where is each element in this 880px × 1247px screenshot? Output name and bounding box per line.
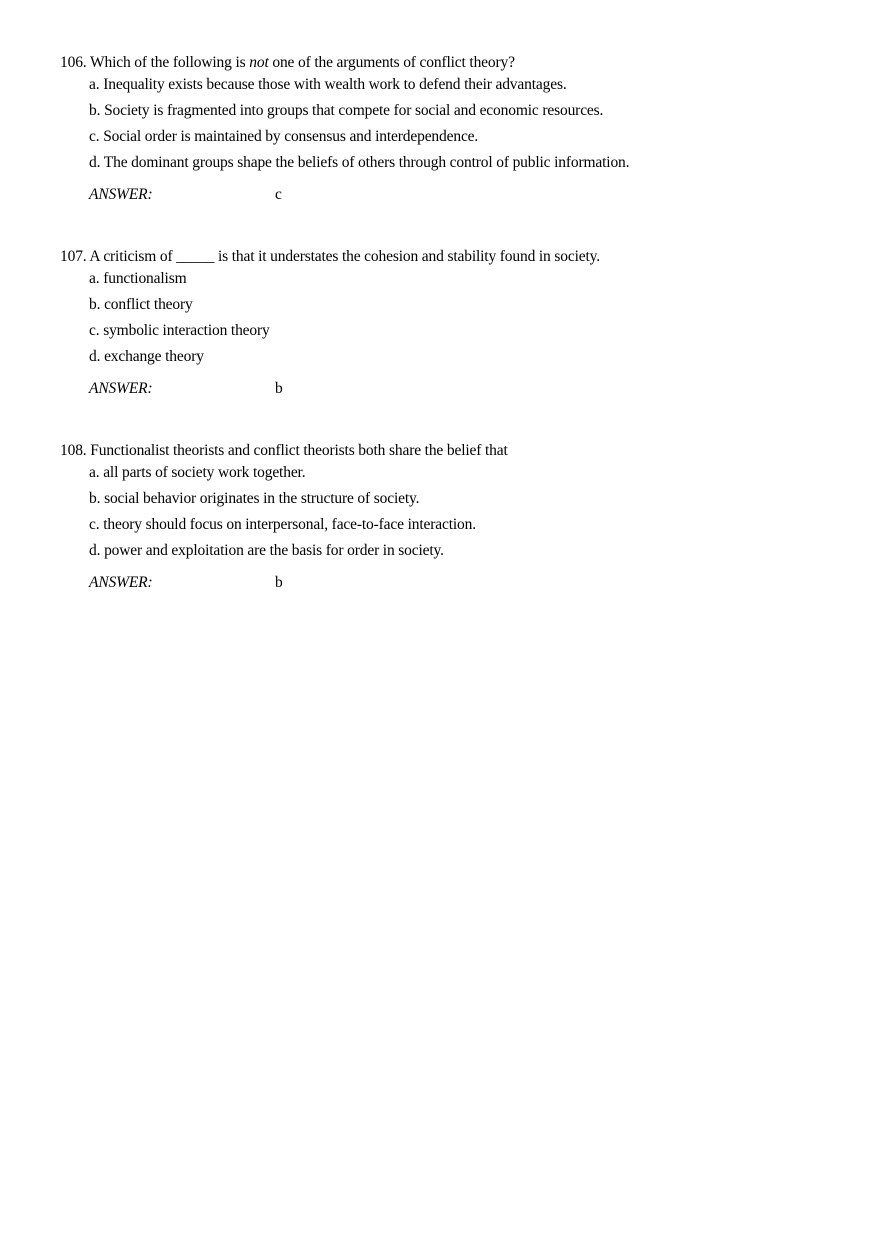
answer-value: b	[275, 380, 283, 397]
option-letter: b.	[89, 296, 101, 313]
answer-label: ANSWER:	[89, 574, 153, 591]
stem-text-before: Which of the following is	[89, 54, 246, 71]
option-list	[60, 463, 840, 567]
option-text: Society is fragmented into groups that compete for social and economic resources.	[104, 102, 604, 119]
question-stem	[60, 53, 840, 75]
option-d	[89, 153, 840, 179]
option-letter: d.	[89, 542, 101, 559]
option-letter: d.	[89, 348, 101, 365]
option-list	[60, 269, 840, 373]
option-text: all parts of society work together.	[103, 464, 306, 481]
option-text: functionalism	[103, 270, 187, 287]
option-text: theory should focus on interpersonal, face-to-face interaction.	[103, 516, 476, 533]
option-text: The dominant groups shape the beliefs of others through control of public information.	[103, 154, 630, 171]
option-b	[89, 489, 840, 515]
question-106	[60, 53, 840, 207]
option-text: social behavior originates in the structure of society.	[104, 490, 420, 507]
option-letter: c.	[89, 516, 100, 533]
option-text: power and exploitation are the basis for order in society.	[104, 542, 444, 559]
option-c	[89, 515, 840, 541]
question-number: 107.	[60, 248, 87, 265]
answer-value: c	[275, 186, 282, 203]
option-d	[89, 541, 840, 567]
option-letter: b.	[89, 490, 101, 507]
option-text: Inequality exists because those with wealth work to defend their advantages.	[103, 76, 567, 93]
answer-row	[89, 573, 840, 595]
option-letter: a.	[89, 464, 100, 481]
answer-row	[89, 379, 840, 401]
option-text: exchange theory	[104, 348, 204, 365]
option-a	[89, 75, 840, 101]
question-number: 106.	[60, 54, 87, 71]
stem-text: Functionalist theorists and conflict theorists both share the belief that	[90, 442, 508, 459]
question-stem	[60, 247, 840, 269]
answer-value: b	[275, 574, 283, 591]
option-letter: c.	[89, 322, 100, 339]
question-108	[60, 441, 840, 595]
stem-text: A criticism of _____ is that it understates the cohesion and stability found in society.	[89, 248, 600, 265]
stem-text-after: one of the arguments of conflict theory?	[272, 54, 515, 71]
option-text: conflict theory	[104, 296, 193, 313]
option-b	[89, 101, 840, 127]
question-number: 108.	[60, 442, 87, 459]
option-a	[89, 463, 840, 489]
option-text: symbolic interaction theory	[103, 322, 270, 339]
option-a	[89, 269, 840, 295]
answer-row	[89, 185, 840, 207]
answer-label: ANSWER:	[89, 186, 153, 203]
option-c	[89, 127, 840, 153]
option-letter: a.	[89, 270, 100, 287]
answer-label: ANSWER:	[89, 380, 153, 397]
option-d	[89, 347, 840, 373]
option-letter: c.	[89, 128, 100, 145]
stem-emphasis: not	[249, 54, 269, 71]
option-b	[89, 295, 840, 321]
option-text: Social order is maintained by consensus and interdependence.	[103, 128, 479, 145]
option-c	[89, 321, 840, 347]
option-letter: b.	[89, 102, 101, 119]
question-stem	[60, 441, 840, 463]
option-letter: a.	[89, 76, 100, 93]
option-letter: d.	[89, 154, 101, 171]
question-107	[60, 247, 840, 401]
option-list	[60, 75, 840, 179]
